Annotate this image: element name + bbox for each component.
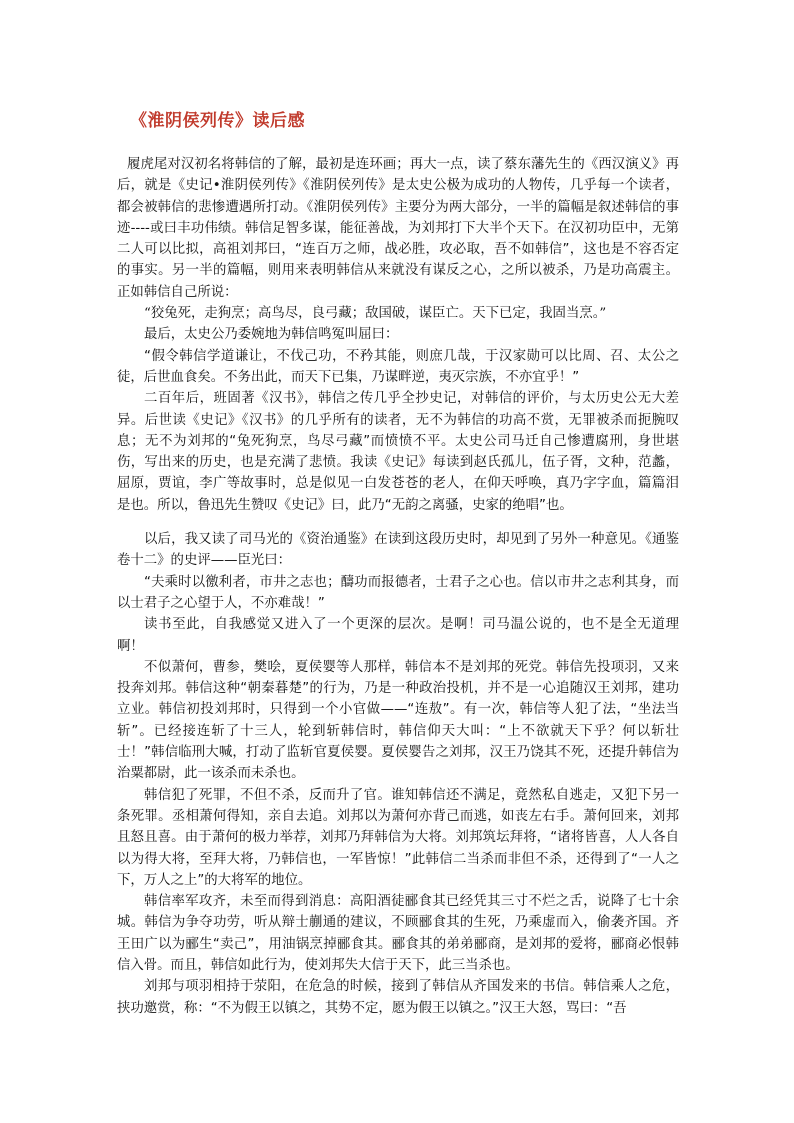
paragraph: 最后，太史公乃委婉地为韩信鸣冤叫屈曰： [144,327,399,343]
paragraph: “假令韩信学道谦让，不伐己功，不矜其能，则庶几哉，于汉家勋可以比周、召、太公之徒，后世血食矣。不务出此，而天下已集，乃谋畔逆，夷灭宗族，不亦宜乎！” [117,348,679,385]
paragraph: 刘邦与项羽相持于荥阳，在危急的时候，接到了韩信从齐国发来的书信。韩信乘人之危，挟功邀赏，称：“不为假王以镇之，其势不定，愿为假王以镇之。”汉王大怒，骂曰：“吾 [117,979,679,1016]
paragraph: 履虎尾对汉初名将韩信的了解，最初是连环画；再大一点，读了蔡东藩先生的《西汉演义》再后，就是《史记•淮阴侯列传》《淮阴侯列传》是太史公极为成功的人物传，几乎每一个读者，都会被韩信的悲惨遭遇所打动。《淮阴侯列传》主要分为两大部分，一半的篇幅是叙述韩信的事迹----或曰丰功伟绩。韩信足智多谋，能征善战，为刘邦打下大半个天下。在汉初功臣中，无第二人可以比拟，高祖刘邦曰，“连百万之师，战必胜，攻必取，吾不如韩信”，这也是不容否定的事实。另一半的篇幅，则用来表明韩信从来就没有谋反之心，之所以被杀，乃是功高震主。正如韩信自己所说： [117,157,679,300]
paragraph-spacer [117,516,679,529]
paragraph: 韩信犯了死罪，不但不杀，反而升了官。谁知韩信还不满足，竟然私自逃走，又犯下另一条死罪。丞相萧何得知，亲自去追。刘邦以为萧何亦背己而逃，如丧左右手。萧何回来，刘邦且怒且喜。由于萧何的极力举荐，刘邦乃拜韩信为大将。刘邦筑坛拜将，“诸将皆喜，人人各自以为得大将，至拜大将，乃韩信也，一军皆惊！”此韩信二当杀而非但不杀，还得到了“一人之下，万人之上”的大将军的地位。 [117,787,679,888]
document-body [117,154,679,1019]
paragraph: 不似萧何，曹参，樊哙，夏侯婴等人那样，韩信本不是刘邦的死党。韩信先投项羽，又来投奔刘邦。韩信这种“朝秦暮楚”的行为，乃是一种政治投机，并不是一心追随汉王刘邦，建功立业。韩信初投刘邦时，只得到一个小官做——“连敖”。有一次，韩信等人犯了法，“坐法当斩”。已经接连斩了十三人，轮到斩韩信时，韩信仰天大叫：“上不欲就天下乎？何以斩壮士！”韩信临刑大喊，打动了监斩官夏侯婴。夏侯婴告之刘邦，汉王乃饶其不死，还提升韩信为治粟都尉，此一该杀而未杀也。 [117,659,679,782]
paragraph: “夫乘时以徼利者，市井之志也；醻功而报德者，士君子之心也。信以市井之志利其身，而以士君子之心望于人，不亦难哉！” [117,574,679,611]
document-title: 《淮阴侯列传》读后感 [130,111,305,131]
paragraph: 韩信率军攻齐，未至而得到消息：高阳酒徒郦食其已经凭其三寸不烂之舌，说降了七十余城。韩信为争夺功劳，听从辩士蒯通的建议，不顾郦食其的生死，乃乘虚而入，偷袭齐国。齐王田广以为郦生“卖己”，用油锅烹掉郦食其。郦食其的弟弟郦商，是刘邦的爱将，郦商必恨韩信入骨。而且，韩信如此行为，使刘邦失大信于天下，此三当杀也。 [117,894,679,973]
paragraph: 以后，我又读了司马光的《资治通鉴》在读到这段历史时，却见到了另外一种意见。《通鉴卷十二》的史评——臣光曰： [117,532,679,569]
paragraph: 二百年后，班固著《汉书》，韩信之传几乎全抄史记，对韩信的评价，与太历史公无大差异。后世读《史记》《汉书》的几乎所有的读者，无不为韩信的功高不赏，无罪被杀而扼腕叹息；无不为刘邦的“兔死狗烹，鸟尽弓藏”而愤愤不平。太史公司马迁自己惨遭腐刑，身世堪伤，写出来的历史，也是充满了悲愤。我读《史记》每读到赵氏孤儿，伍子胥，文种，范蠡，屈原，贾谊，李广等故事时，总是似见一白发苍苍的老人，在仰天呼唤，真乃字字血，篇篇泪是也。所以，鲁迅先生赞叹《史记》曰，此乃“无韵之离骚，史家的绝唱”也。 [117,391,679,513]
paragraph: “狡兔死，走狗烹；高鸟尽，良弓藏；敌国破，谋臣亡。天下已定，我固当烹。” [144,306,607,322]
paragraph: 读书至此，自我感觉又进入了一个更深的层次。是啊！司马温公说的，也不是全无道理啊！ [117,617,679,654]
